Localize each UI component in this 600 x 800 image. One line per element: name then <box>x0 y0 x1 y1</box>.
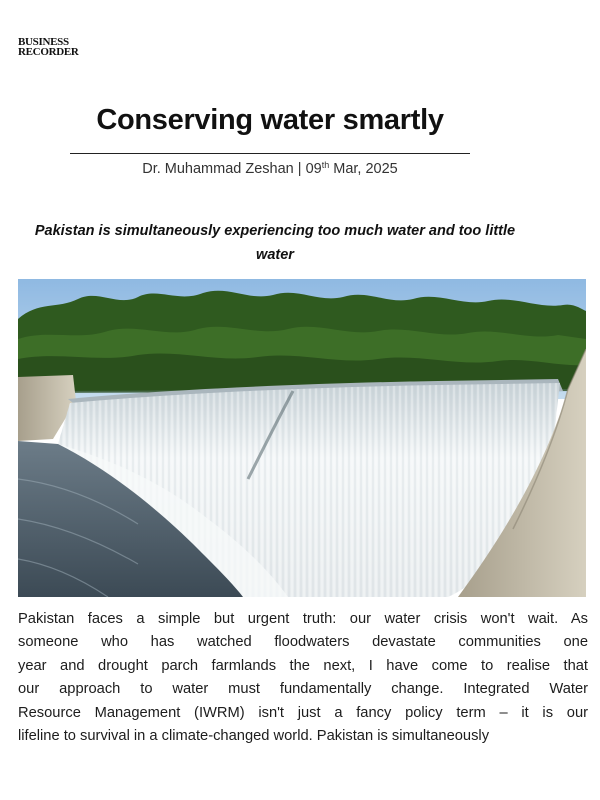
article-body <box>18 608 588 748</box>
author-name: Dr. Muhammad Zeshan <box>142 161 294 177</box>
article-standfirst: Pakistan is simultaneously experiencing too much water and too little water <box>34 223 516 263</box>
logo-line-2: RECORDER <box>18 46 79 58</box>
byline-separator: | <box>297 161 302 177</box>
title-divider <box>70 153 470 154</box>
body-line: someone who has watched floodwaters devastate communities one <box>18 634 588 651</box>
body-line: Resource Management (IWRM) isn't just a fancy policy term – it is our <box>18 704 588 721</box>
article-title: Conserving water smartly <box>96 104 444 136</box>
publish-date <box>306 161 398 177</box>
publication-logo <box>18 37 79 57</box>
date-suffix: th <box>321 160 330 170</box>
body-line: Pakistan faces a simple but urgent truth: our water crisis won't wait. As <box>18 611 588 627</box>
date-rest: Mar, 2025 <box>333 161 398 177</box>
body-line: lifeline to survival in a climate-changed world. Pakistan is simultaneously <box>18 728 490 745</box>
logo-line-1: BUSINESS <box>18 36 69 48</box>
date-day: 09 <box>305 161 322 177</box>
byline <box>0 160 540 177</box>
body-line: our approach to water must fundamentally change. Integrated Water <box>18 681 588 698</box>
body-line: year and drought parch farmlands the next, I have come to realise that <box>18 657 588 674</box>
dam-spillway-photo <box>18 279 586 597</box>
